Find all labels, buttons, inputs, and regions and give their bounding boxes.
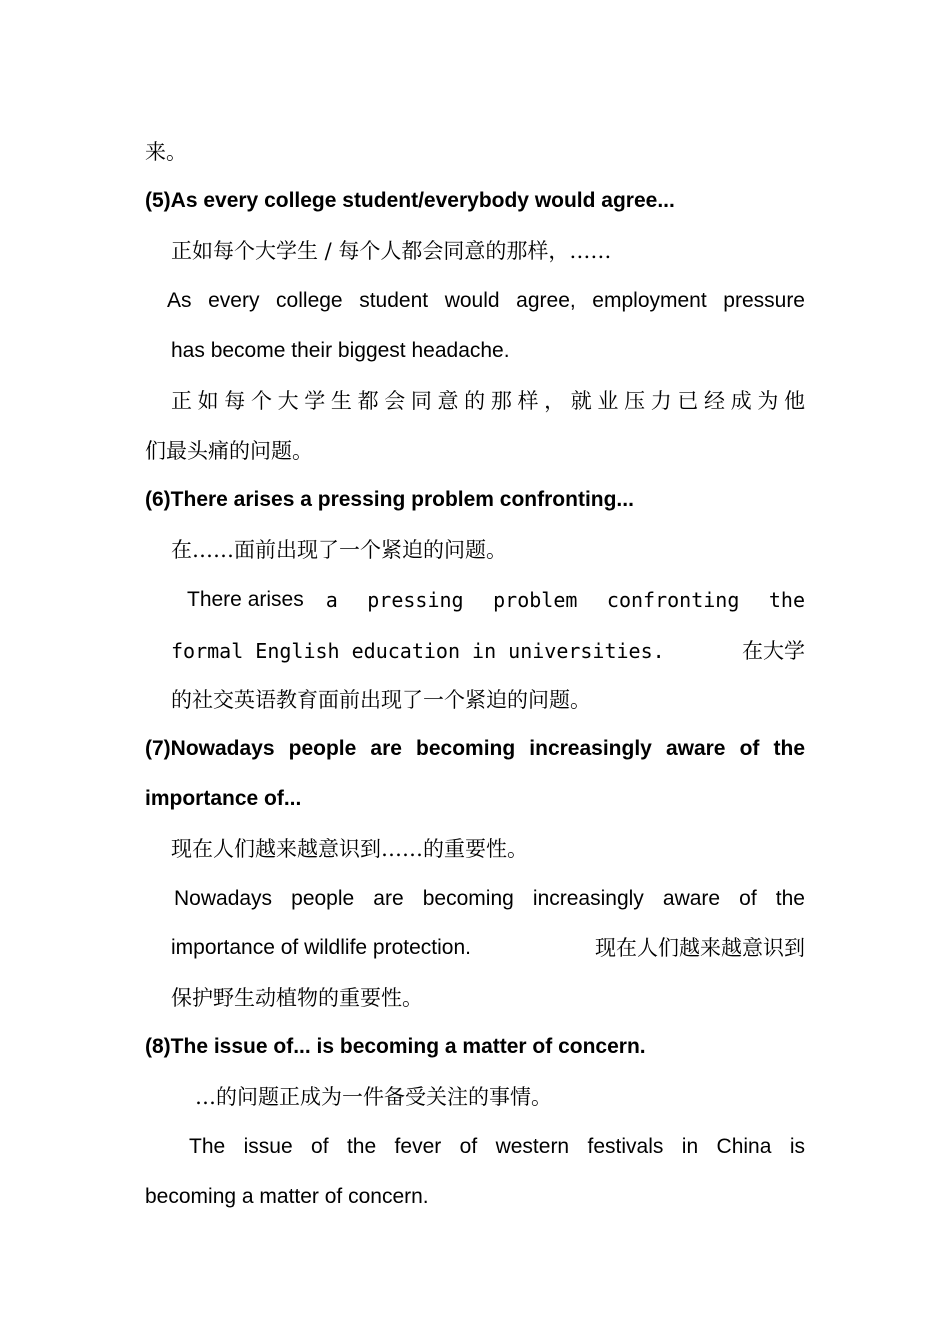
example-6-line1	[187, 585, 805, 615]
meaning-8: …的问题正成为一件备受关注的事情。	[195, 1085, 552, 1109]
heading-7-line1: (7)Nowadays people are becoming increasingly aware of the	[145, 737, 805, 760]
example-7-line2-part-b: 现在人们越来越意识到	[595, 936, 805, 960]
example-5-line1: As every college student would agree, employment pressure	[167, 289, 805, 312]
heading-6: (6)There arises a pressing problem confronting...	[145, 488, 634, 511]
heading-5: (5)As every college student/everybody would agree...	[145, 189, 675, 212]
example-6-line2	[171, 636, 805, 666]
meaning-6: 在……面前出现了一个紧迫的问题。	[171, 538, 507, 562]
example-6-line1-part-b: a pressing problem confronting the	[325, 588, 805, 612]
paragraph-tail: 来。	[145, 140, 187, 164]
meaning-7: 现在人们越来越意识到……的重要性。	[171, 837, 528, 861]
example-7-line1: Nowadays people are becoming increasingly aware of the	[174, 887, 805, 910]
example-8-line1: The issue of the fever of western festivals in China is	[189, 1135, 805, 1158]
translation-6: 的社交英语教育面前出现了一个紧迫的问题。	[171, 688, 591, 712]
example-5-line2: has become their biggest headache.	[171, 339, 510, 362]
example-6-line2-part-b: 在大学	[742, 639, 805, 663]
example-6-line2-part-a: formal English education in universities.	[171, 639, 665, 663]
example-8-line2: becoming a matter of concern.	[145, 1185, 429, 1208]
heading-8: (8)The issue of... is becoming a matter of concern.	[145, 1035, 646, 1058]
translation-5-line1: 正如每个大学生都会同意的那样，就业压力已经成为他	[171, 389, 805, 413]
example-6-line1-part-a: There arises	[187, 588, 304, 611]
example-7-line2	[171, 933, 805, 963]
translation-7: 保护野生动植物的重要性。	[171, 986, 423, 1010]
meaning-5: 正如每个大学生 / 每个人都会同意的那样，……	[171, 239, 612, 263]
heading-7-line2: importance of...	[145, 787, 302, 810]
example-7-line2-part-a: importance of wildlife protection.	[171, 936, 471, 959]
translation-5-line2: 们最头痛的问题。	[145, 439, 313, 463]
